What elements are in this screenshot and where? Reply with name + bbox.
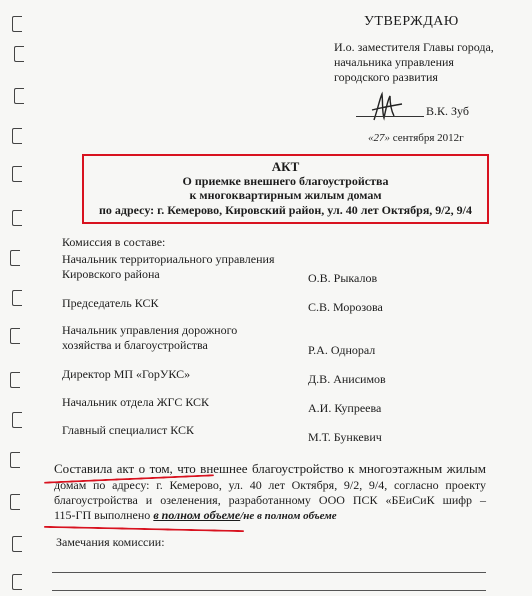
approval-date [368,132,464,144]
red-underline-mark [44,526,244,532]
binding-hole [14,88,24,104]
approval-position-line1: И.о. заместителя Главы города, [334,40,494,54]
remarks-line [52,572,486,573]
member-role-line2: Кировского района [62,267,160,281]
approval-signer-name: В.К. Зуб [426,104,469,118]
member-name: Д.В. Анисимов [308,372,386,386]
binding-hole [12,574,22,590]
act-address: по адресу: г. Кемерово, Кировский район, ул. 40 лет Октября, 9/2, 9/4 [99,203,472,217]
remarks-heading: Замечания комиссии: [56,535,165,549]
binding-hole [12,536,22,552]
binding-hole [10,494,20,510]
binding-hole [12,128,22,144]
binding-hole [10,372,20,388]
binding-hole [10,250,20,266]
member-name: М.Т. Бункевич [308,430,382,444]
member-role-line1: Начальник управления дорожного [62,323,238,337]
approval-heading: УТВЕРЖДАЮ [364,14,459,29]
binding-hole [12,166,22,182]
binding-hole [12,210,22,226]
binding-hole [10,452,20,468]
approval-date-day: «27» [368,132,390,144]
member-role-line1: Председатель КСК [62,296,159,310]
member-role-line1: Начальник территориального управления [62,252,275,266]
binding-hole [12,290,22,306]
approval-position-line2: начальника управления [334,55,454,69]
signature-line [356,116,424,117]
member-name: Р.А. Однорал [308,343,376,357]
approval-position-line3: городского развития [334,70,438,84]
commission-heading: Комиссия в составе: [62,235,166,249]
act-subtitle-line2: к многоквартирным жилым домам [189,188,382,202]
member-role-line2: хозяйства и благоустройства [62,338,208,352]
binding-holes [0,0,34,596]
act-title: АКТ [271,159,300,174]
act-text-line4 [54,508,486,523]
binding-hole [12,16,22,32]
approval-date-rest: сентября 2012г [392,132,464,144]
member-role-line1: Начальник отдела ЖГС КСК [62,395,210,409]
binding-hole [12,412,22,428]
act-text-line2: домам по адресу: г. Кемерово, ул. 40 лет Октября, 9/2, 9/4, согласно проекту [54,478,486,492]
binding-hole [14,46,24,62]
member-name: С.В. Морозова [308,300,383,314]
act-text-line4-start: 115-ГП выполнено [54,508,154,522]
act-text-line1: Составила акт о том, что внешнее благоустройство к многоэтажным жилым [54,461,486,476]
member-role-line1: Главный специалист КСК [62,423,194,437]
remarks-line [52,590,486,591]
act-text-line3: благоустройства и озеленения, разработанному ООО ПСК «БЕиСиК шифр – [54,493,486,507]
member-role-line1: Директор МП «ГорУКС» [62,367,191,381]
act-text-full-scope: в полном объеме [153,508,241,522]
act-text-not-full-scope: /не в полном объеме [240,510,337,522]
member-name: А.И. Купреева [308,401,382,415]
binding-hole [10,328,20,344]
act-subtitle-line1: О приемке внешнего благоустройства [182,174,389,188]
handwritten-signature [368,90,408,124]
member-name: О.В. Рыкалов [308,271,378,285]
